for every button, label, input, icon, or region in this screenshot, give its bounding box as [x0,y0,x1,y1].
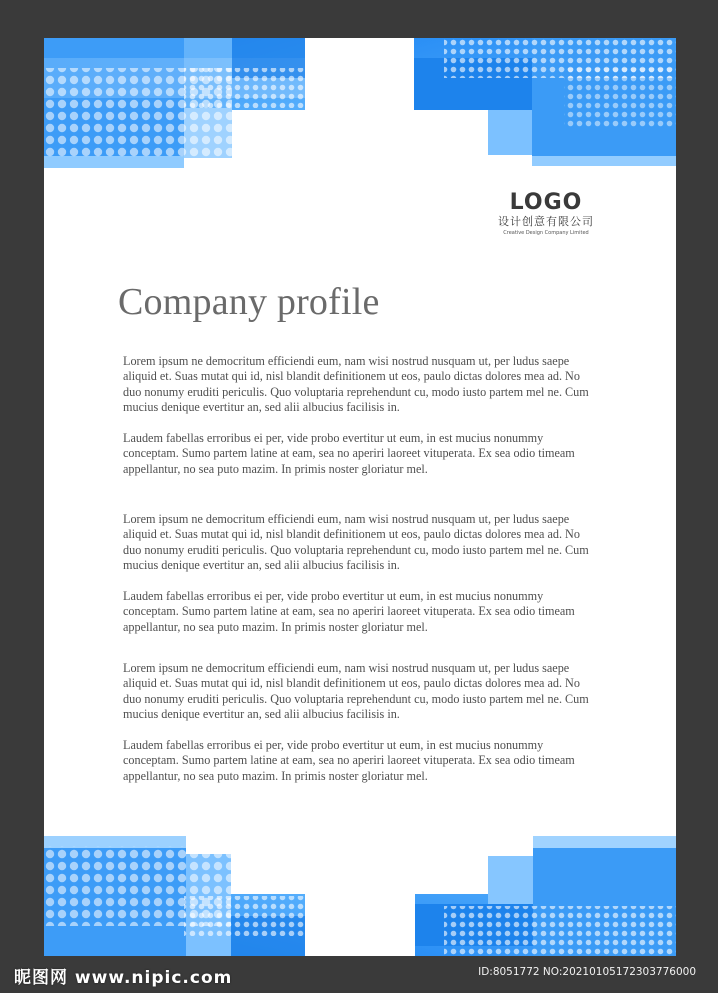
page-title: Company profile [118,281,380,323]
body-paragraph-4: Laudem fabellas erroribus ei per, vide probo evertitur ut eum, in est mucius nonummy conceptam. Sumo partem latine at eam, sea no aperiri laoreet vituperata. Ex sea odio timeam appellantur, no sea puto mazim. In primis noster gloriatur mel. [123,589,575,634]
body-paragraph-6: Laudem fabellas erroribus ei per, vide probo evertitur ut eum, in est mucius nonummy conceptam. Sumo partem latine at eam, sea no aperiri laoreet vituperata. Ex sea odio timeam appellantur, no sea puto mazim. In primis noster gloriatur mel. [123,738,575,783]
site-watermark: 昵图网 www.nipic.com [14,968,233,988]
logo-text: LOGO [509,190,583,215]
body-paragraph-2: Laudem fabellas erroribus ei per, vide probo evertitur ut eum, in est mucius nonummy conceptam. Sumo partem latine at eam, sea no aperiri laoreet vituperata. Ex sea odio timeam appellantur, no sea puto mazim. In primis noster gloriatur mel. [123,431,575,476]
body-paragraph-5: Lorem ipsum ne democritum efficiendi eum, nam wisi nostrud nusquam ut, per ludus saepe aliquid et. Suas mutat qui id, nisl blandit definitionem ut eos, paulo dictas dolores mea ad. No duo nonumy eruditi periculis. Quo voluptaria reprehendunt cu, modo iusto partem mel ne. Cum mucius denique evertitur an, sed alii albucius facilisis in. [123,661,589,721]
top-decoration [44,38,676,198]
body-paragraph-3: Lorem ipsum ne democritum efficiendi eum, nam wisi nostrud nusquam ut, per ludus saepe aliquid et. Suas mutat qui id, nisl blandit definitionem ut eos, paulo dictas dolores mea ad. No duo nonumy eruditi periculis. Quo voluptaria reprehendunt cu, modo iusto partem mel ne. Cum mucius denique evertitur an, sed alii albucius facilisis in. [123,512,589,572]
body-paragraph-1: Lorem ipsum ne democritum efficiendi eum, nam wisi nostrud nusquam ut, per ludus saepe aliquid et. Suas mutat qui id, nisl blandit definitionem ut eos, paulo dictas dolores mea ad. No duo nonumy eruditi periculis. Quo voluptaria reprehendunt cu, modo iusto partem mel ne. Cum mucius denique evertitur an, sed alii albucius facilisis in. [123,354,589,414]
watermark-bar [0,960,718,988]
bottom-decoration [44,796,676,956]
logo-english-name: Creative Design Company Limited [503,230,589,236]
company-logo [484,191,608,237]
logo-chinese-name: 设计创意有限公司 [498,215,594,228]
image-id-text: ID:8051772 NO:20210105172303776000 [478,966,696,978]
document-page [44,38,676,956]
